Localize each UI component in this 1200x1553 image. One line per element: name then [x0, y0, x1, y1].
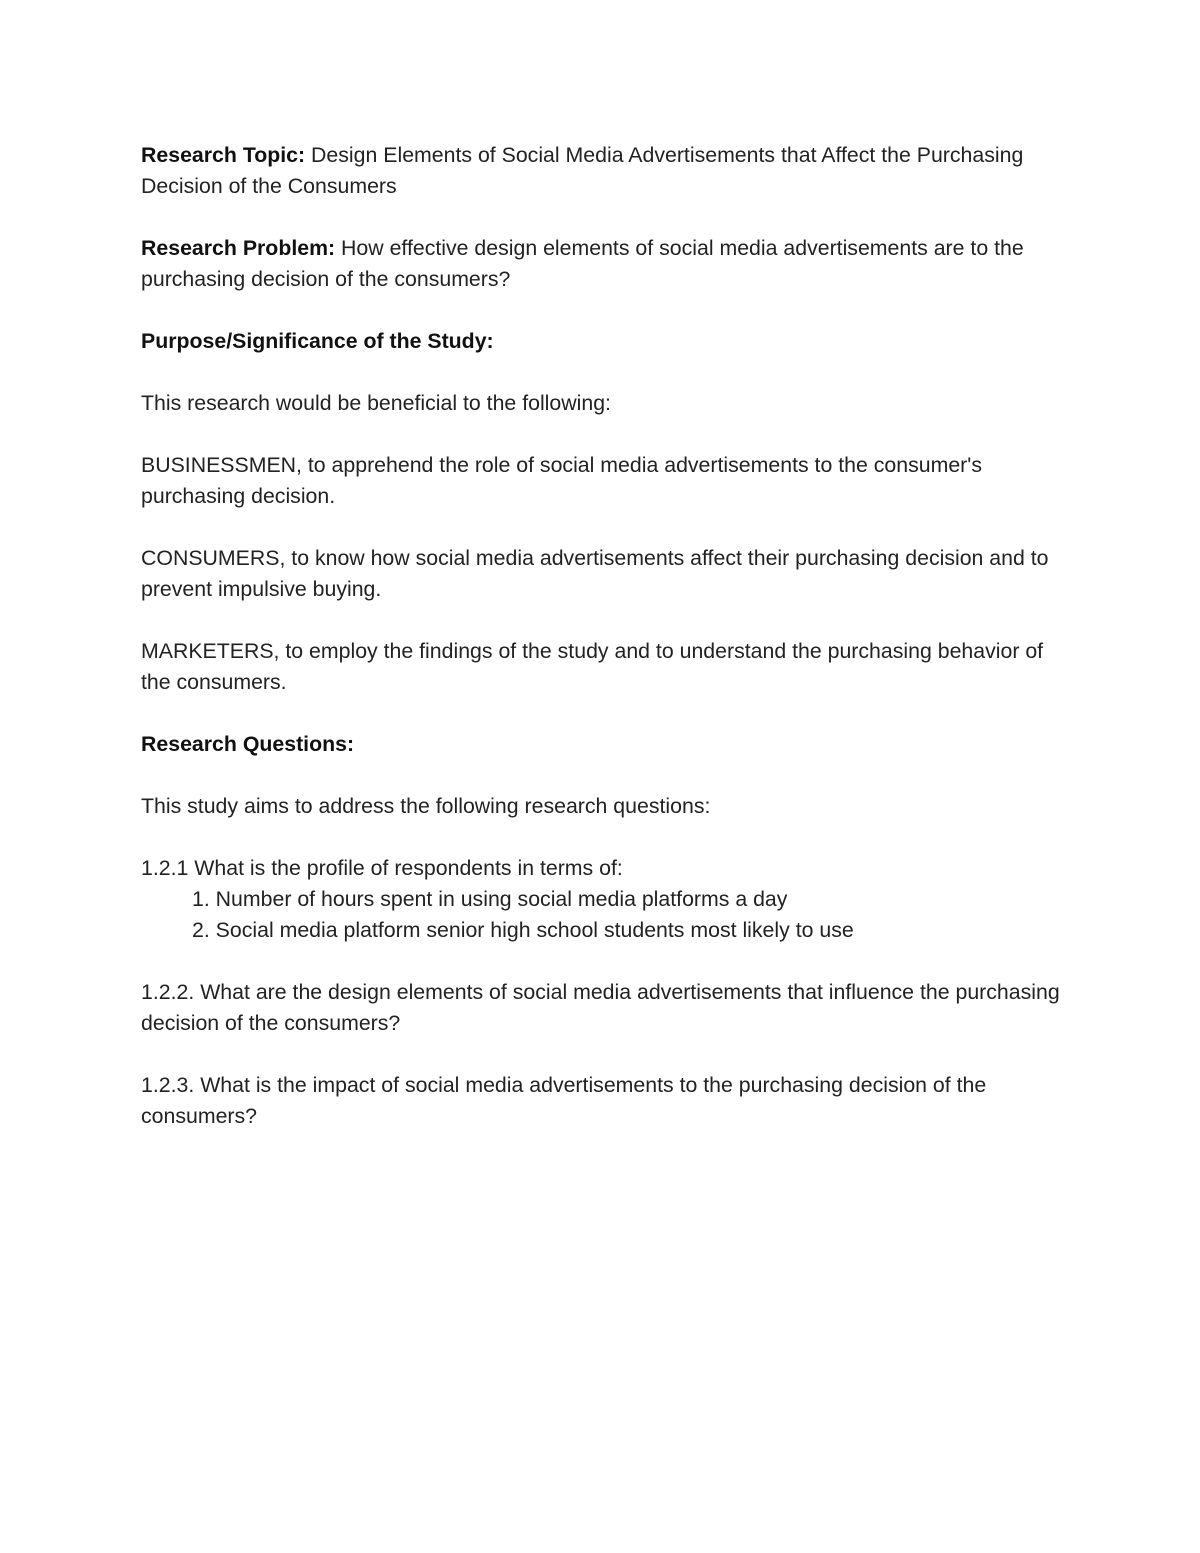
questions-heading — [141, 729, 1060, 760]
question-1-2-3: 1.2.3. What is the impact of social media advertisements to the purchasing decision of the consumers? — [141, 1073, 987, 1128]
beneficiary-consumers: CONSUMERS, to know how social media advertisements affect their purchasing decision and to prevent impulsive buying. — [141, 546, 1049, 601]
question-1-2-2: 1.2.2. What are the design elements of social media advertisements that influence the purchasing decision of the consumers? — [141, 980, 1060, 1035]
questions-heading-text: Research Questions: — [141, 732, 355, 756]
purpose-heading — [141, 326, 1060, 357]
beneficiary-businessmen: BUSINESSMEN, to apprehend the role of social media advertisements to the consumer's purchasing decision. — [141, 453, 982, 508]
research-problem-text: How effective design elements of social media advertisements are to the purchasing decision of the consumers? — [141, 236, 1024, 291]
beneficiary-marketers: MARKETERS, to employ the findings of the study and to understand the purchasing behavior of the consumers. — [141, 639, 1044, 694]
research-topic-text: Design Elements of Social Media Advertisements that Affect the Purchasing Decision of the Consumers — [141, 143, 1024, 198]
purpose-heading-text: Purpose/Significance of the Study: — [141, 329, 494, 353]
list-item: 1. Number of hours spent in using social media platforms a day — [192, 887, 788, 911]
research-topic — [141, 140, 1060, 202]
question-1-2-1-sublist — [141, 884, 1060, 946]
purpose-intro: This research would be beneficial to the following: — [141, 391, 611, 415]
question-1-2-1: 1.2.1 What is the profile of respondents in terms of: — [141, 856, 623, 880]
research-topic-label: Research Topic: — [141, 143, 306, 167]
research-problem — [141, 233, 1060, 295]
list-item: 2. Social media platform senior high school students most likely to use — [192, 918, 854, 942]
questions-intro: This study aims to address the following research questions: — [141, 794, 711, 818]
research-problem-label: Research Problem: — [141, 236, 336, 260]
